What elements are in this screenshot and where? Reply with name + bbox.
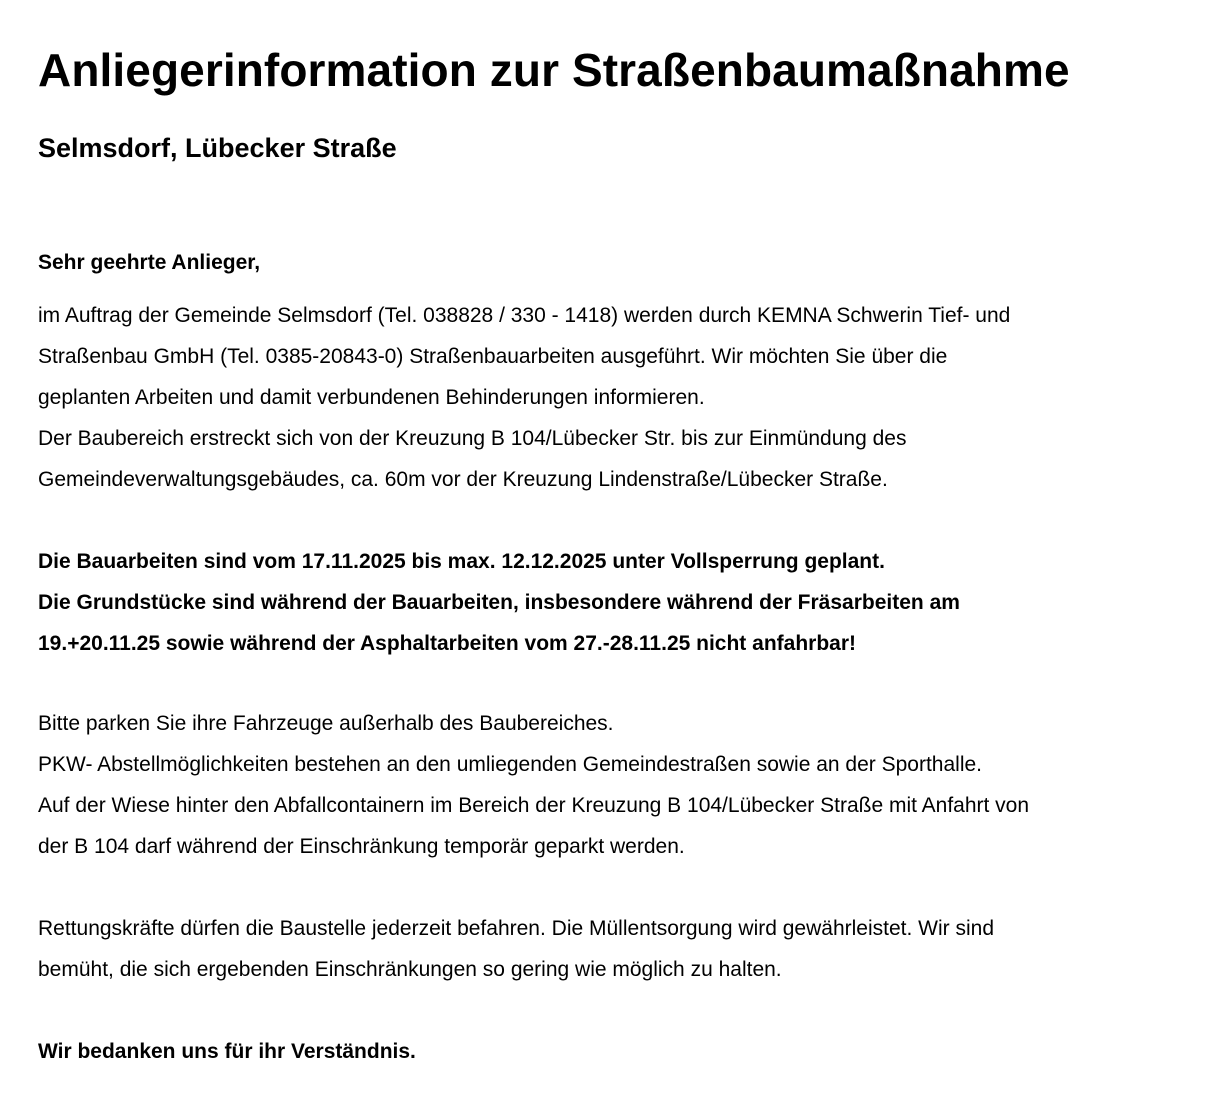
services-paragraph (38, 908, 1178, 990)
schedule-paragraph (38, 541, 1178, 664)
intro-paragraph (38, 295, 1178, 500)
intro-line: im Auftrag der Gemeinde Selmsdorf (Tel. 038828 / 330 - 1418) werden durch KEMNA Schwerin Tief- und (38, 304, 1011, 327)
schedule-line: Die Bauarbeiten sind vom 17.11.2025 bis max. 12.12.2025 unter Vollsperrung geplant. (38, 550, 885, 573)
services-line: Rettungskräfte dürfen die Baustelle jederzeit befahren. Die Müllentsorgung wird gewährleistet. Wir sind (38, 917, 994, 940)
parking-line: PKW- Abstellmöglichkeiten bestehen an den umliegenden Gemeindestraßen sowie an der Sporthalle. (38, 753, 983, 776)
services-line: bemüht, die sich ergebenden Einschränkungen so gering wie möglich zu halten. (38, 958, 782, 981)
document-title: Anliegerinformation zur Straßenbaumaßnahme (38, 44, 1070, 96)
intro-line: Straßenbau GmbH (Tel. 0385-20843-0) Straßenbauarbeiten ausgeführt. Wir möchten Sie über die (38, 345, 948, 368)
schedule-line: 19.+20.11.25 sowie während der Asphaltarbeiten vom 27.-28.11.25 nicht anfahrbar! (38, 632, 856, 655)
salutation: Sehr geehrte Anlieger, (38, 251, 261, 274)
schedule-line: Die Grundstücke sind während der Bauarbeiten, insbesondere während der Fräsarbeiten am (38, 591, 960, 614)
intro-line: geplanten Arbeiten und damit verbundenen Behinderungen informieren. (38, 386, 705, 409)
intro-line: Der Baubereich erstreckt sich von der Kreuzung B 104/Lübecker Str. bis zur Einmündung des (38, 427, 907, 450)
parking-line: Bitte parken Sie ihre Fahrzeuge außerhalb des Baubereiches. (38, 712, 614, 735)
document-subtitle: Selmsdorf, Lübecker Straße (38, 133, 397, 163)
parking-line: der B 104 darf während der Einschränkung temporär geparkt werden. (38, 835, 685, 858)
intro-line: Gemeindeverwaltungsgebäudes, ca. 60m vor der Kreuzung Lindenstraße/Lübecker Straße. (38, 468, 888, 491)
closing-line: Wir bedanken uns für ihr Verständnis. (38, 1040, 416, 1063)
parking-paragraph (38, 703, 1178, 867)
parking-line: Auf der Wiese hinter den Abfallcontainern im Bereich der Kreuzung B 104/Lübecker Straße mit Anfahrt von (38, 794, 1030, 817)
